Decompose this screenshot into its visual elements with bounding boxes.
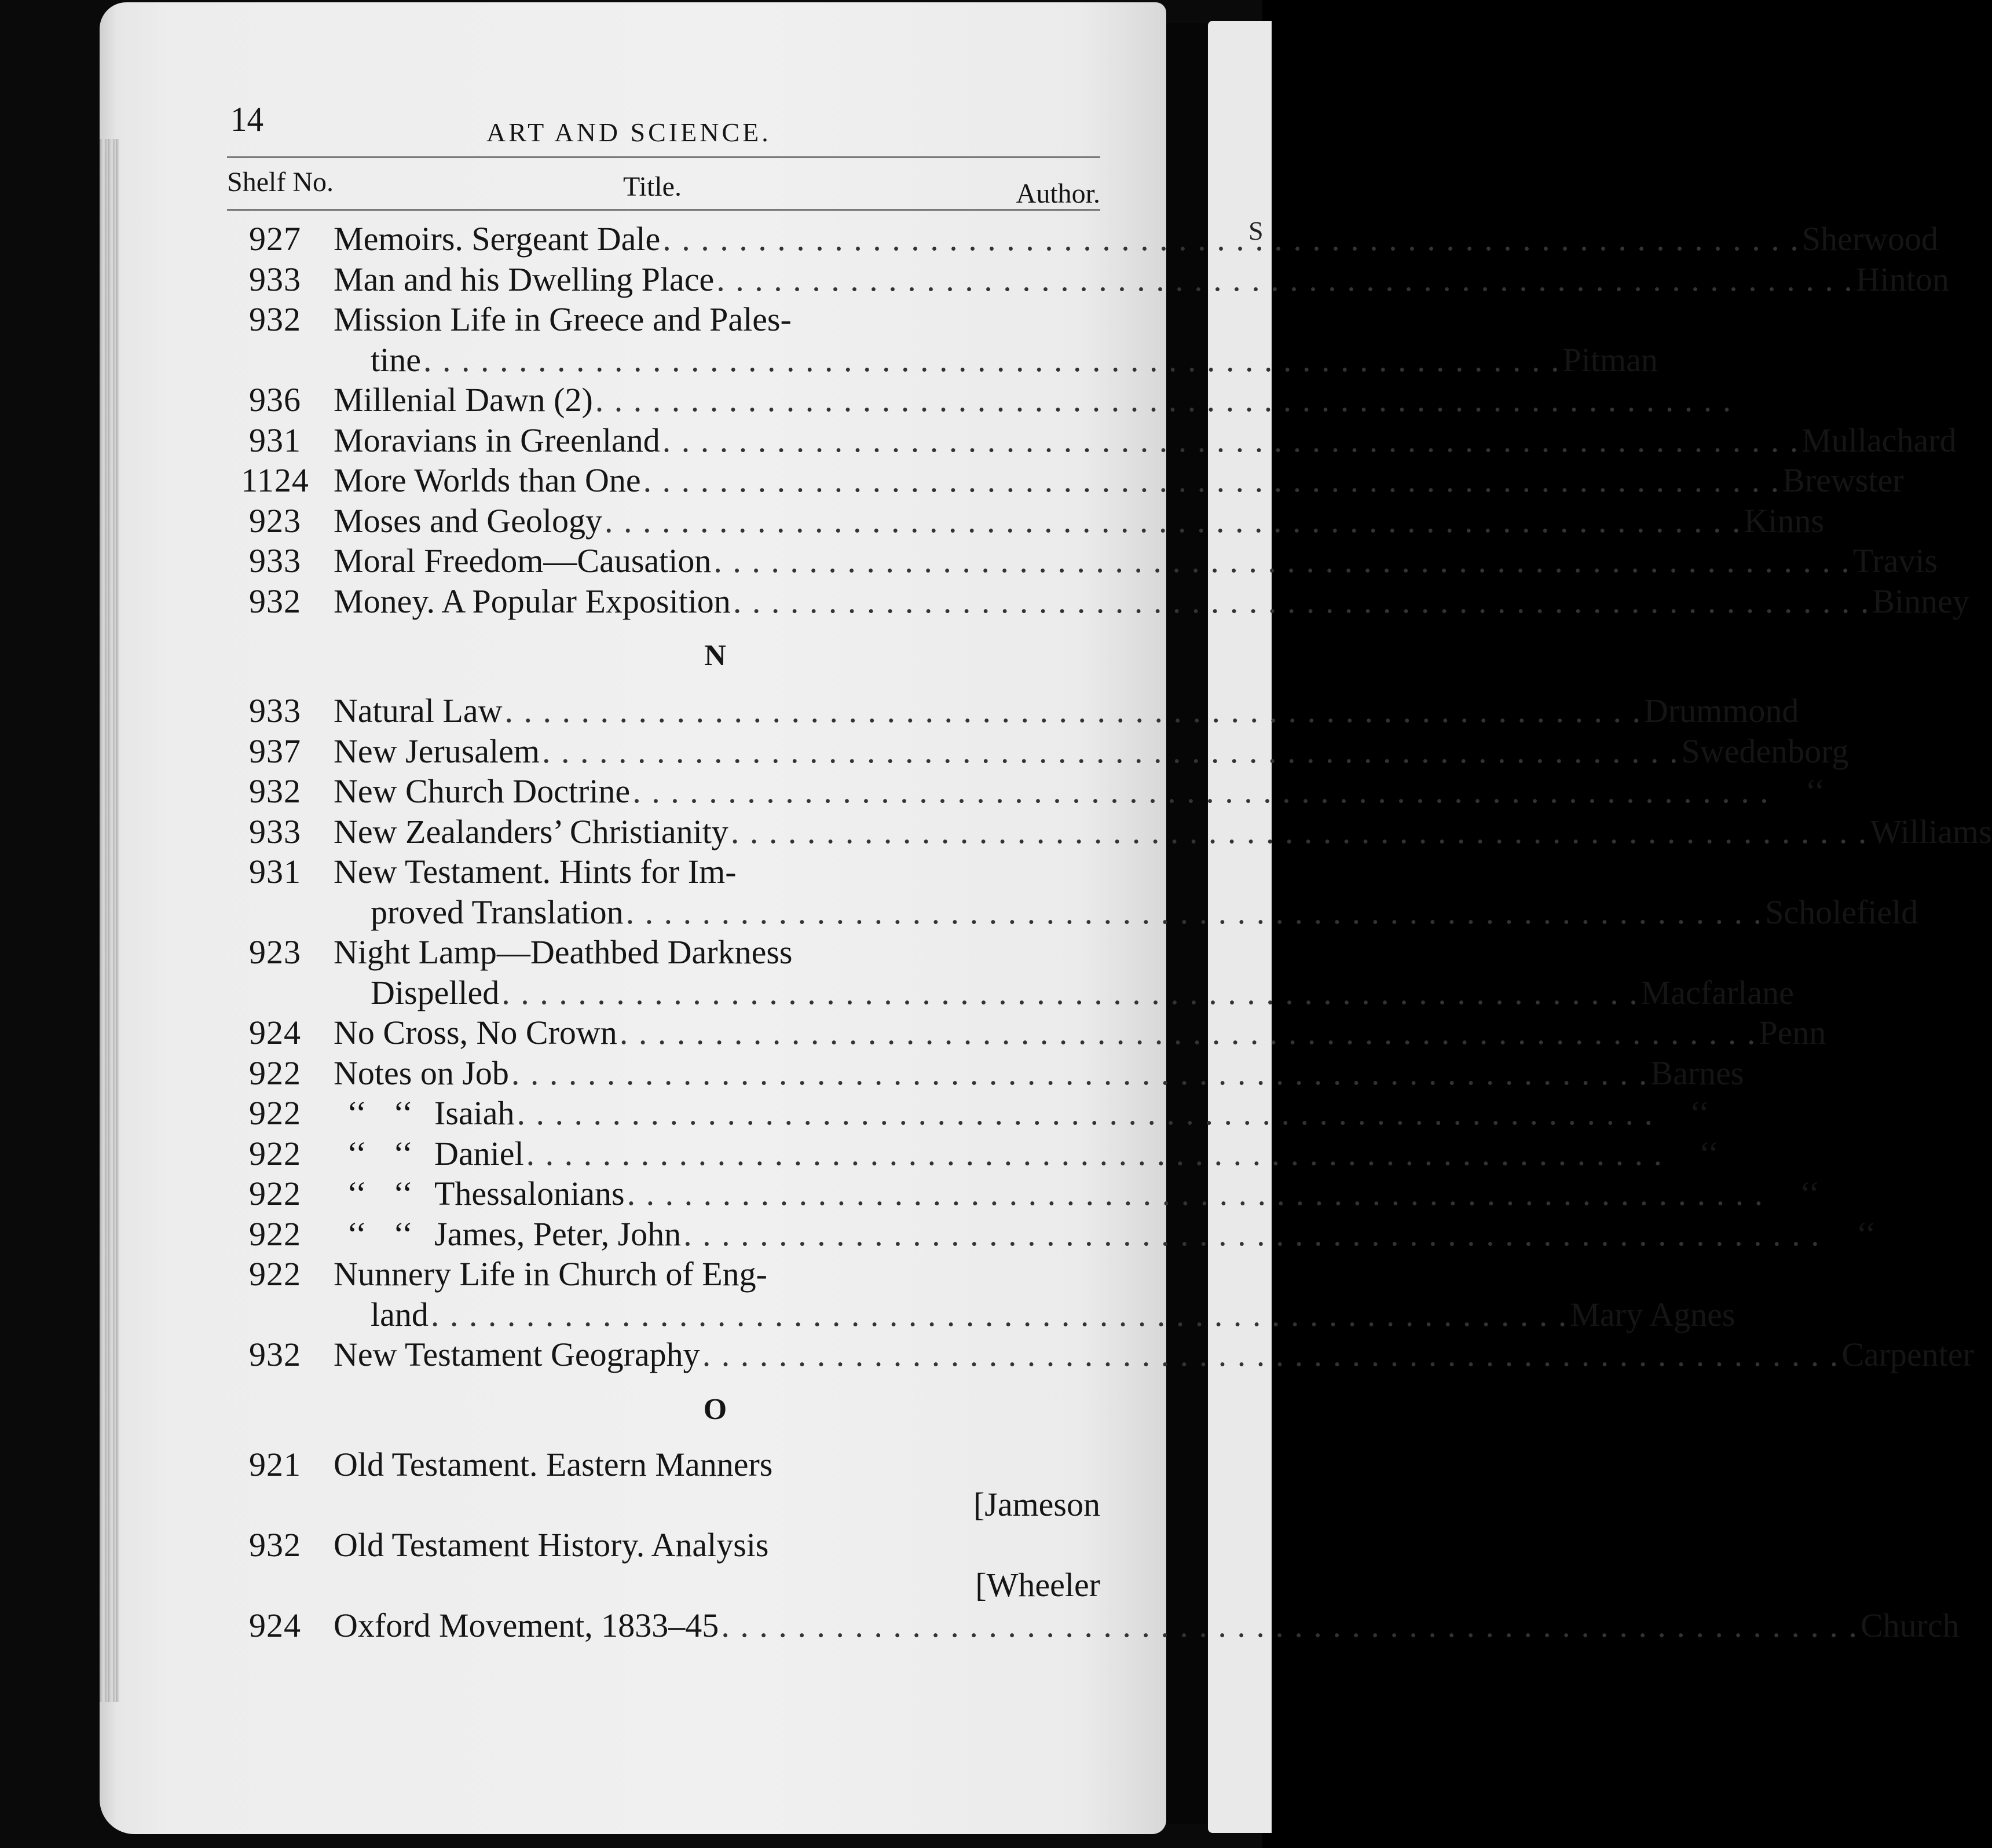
entry-author: Drummond [1643,692,1799,729]
entry-lines [334,1013,1826,1053]
entry-lines [334,1174,1853,1214]
entry-title: Natural Law [334,692,503,729]
catalogue-entry [220,581,1969,622]
entry-title: Moravians in Greenland [334,421,660,459]
leader-dots [627,1174,1764,1214]
shelf-number: 923 [249,933,301,971]
catalogue-entry [220,1525,1100,1605]
entry-line [334,380,1734,420]
entry-title: No Cross, No Crown [334,1014,617,1051]
shelf-number: 933 [249,542,301,580]
catalogue-entry [220,420,1957,461]
entry-author: ‘‘ [1805,772,1825,810]
catalogue-entry [220,1174,1820,1214]
catalogue-entry [220,852,1918,932]
catalogue-entry [220,771,1825,812]
entry-author: Pitman [1562,340,1658,379]
catalogue-entry [220,932,1794,1013]
entry-line [334,299,1658,340]
entry-lines [334,1444,1100,1525]
leader-dots [526,1134,1664,1174]
entry-author: Church [1860,1606,1960,1644]
next-page-letter: S [1248,216,1264,245]
entry-author: Penn [1759,1014,1826,1051]
entry-title: Man and his Dwelling Place [334,260,715,298]
entry-title: Moral Freedom—Causation [334,542,712,580]
catalogue-entry [220,731,1849,772]
catalogue-entry [220,1053,1744,1094]
ditto-mark: ‘‘ [393,1094,413,1132]
entry-line [334,932,1794,973]
entry-author: Travis [1852,542,1938,580]
ditto-mark: ‘‘ [346,1215,367,1253]
entry-title: Moses and Geology [334,501,602,540]
shelf-number: 932 [249,1526,301,1564]
entry-title: Old Testament History. Analysis [334,1526,769,1564]
entry-line [334,1565,1100,1605]
entry-author: Scholefield [1765,893,1918,931]
entry-title: Daniel [434,1134,524,1172]
entry-lines [334,1334,1974,1375]
entry-title: New Testament Geography [334,1336,700,1373]
entry-line [334,771,1859,812]
entry-title: proved Translation [371,893,624,931]
leader-dots [542,731,1679,772]
entry-lines [334,771,1859,812]
entry-author: Sherwood [1801,220,1938,258]
shelf-number: 922 [249,1255,301,1293]
shelf-number: 1124 [241,461,309,499]
shelf-number: 922 [249,1134,301,1172]
entry-lines [334,1605,1960,1646]
entry-line [334,852,1918,892]
leader-dots [716,259,1854,300]
shelf-number: 932 [249,582,301,620]
entry-line [334,812,1992,852]
shelf-number: 936 [249,381,301,419]
leader-dots [713,541,1851,581]
entry-title: New Jerusalem [334,732,540,770]
entry-lines [334,852,1918,932]
catalogue-entry [220,1134,1719,1174]
entry-author: Barnes [1650,1054,1744,1092]
entry-author: Brewster [1782,461,1904,499]
leader-dots [626,892,1763,933]
shelf-number: 921 [249,1445,301,1483]
catalogue-entry [220,1013,1826,1053]
catalogue-entry [220,1605,1960,1646]
shelf-number: 923 [249,501,301,540]
ditto-mark: ‘‘ [393,1215,413,1253]
entry-line [334,420,1957,461]
entry-author: [Wheeler [975,1566,1100,1604]
entry-title: Isaiah [434,1094,515,1132]
running-head [220,87,1100,156]
entry-line [334,340,1658,380]
entry-line [334,1013,1826,1053]
entry-lines [334,460,1904,501]
leader-dots [501,973,1639,1013]
entry-author: Macfarlane [1641,973,1794,1011]
leader-dots [632,771,1770,812]
entry-line [334,1444,1100,1485]
entry-lines [334,299,1658,380]
column-header-author: Author. [1016,178,1100,209]
entry-title: Dispelled [371,973,500,1011]
entry-lines [334,1214,1910,1255]
leader-dots [733,581,1870,622]
entry-lines [334,581,1969,622]
entry-line [334,691,1799,731]
catalogue-entry [220,219,1938,259]
entry-line [334,1484,1100,1525]
entry-author: Binney [1872,582,1969,620]
entry-lines [334,541,1938,581]
section-letter-heading: O [703,1392,727,1426]
page-edge-gutter [100,139,119,1702]
entry-lines [334,259,1949,300]
ditto-mark: ‘‘ [393,1175,413,1212]
entry-title: More Worlds than One [334,461,641,499]
leader-dots [504,691,1642,731]
entry-title: tine [371,340,421,379]
entry-line [334,1525,1100,1565]
leader-dots [731,812,1868,852]
entry-lines [334,1053,1744,1094]
catalogue-entry [220,1254,1735,1334]
entry-line [334,1214,1910,1255]
leader-dots [721,1605,1858,1646]
entry-line [334,1254,1735,1295]
catalogue-entry [220,1093,1710,1134]
column-headers [220,158,1100,209]
entry-title: Nunnery Life in Church of Eng- [334,1255,767,1293]
leader-dots [605,501,1742,541]
shelf-number: 937 [249,732,301,770]
catalogue-entry [220,812,1992,852]
page-number: 14 [230,100,263,138]
entry-lines [334,932,1794,1013]
entry-author: Hinton [1855,260,1949,298]
shelf-number: 922 [249,1175,301,1212]
leader-dots [431,1295,1568,1335]
entry-line [334,259,1949,300]
entry-line [334,1053,1744,1094]
catalogue-entry [220,1444,1100,1525]
ditto-mark: ‘‘ [346,1134,367,1172]
shelf-number: 922 [249,1094,301,1132]
leader-dots [620,1013,1757,1053]
entry-lines [334,1093,1743,1134]
section-letter-heading: N [704,639,726,672]
entry-line [334,501,1824,541]
entry-line [334,541,1938,581]
shelf-number: 933 [249,260,301,298]
entry-title: New Zealanders’ Christianity [334,812,728,850]
shelf-number: 932 [249,1336,301,1373]
ditto-mark: ‘‘ [346,1094,367,1132]
entry-line [334,460,1904,501]
header-rule [227,209,1100,211]
entry-line [334,892,1918,933]
shelf-number: 931 [249,853,301,890]
entry-lines [334,501,1824,541]
entry-line [334,973,1794,1013]
catalogue-entry [220,380,1100,420]
catalogue-entry [220,501,1825,541]
entry-lines [334,812,1992,852]
leader-dots [595,380,1733,420]
entry-title: Thessalonians [434,1175,625,1212]
shelf-number: 932 [249,772,301,810]
entry-lines [334,691,1799,731]
leader-dots [662,420,1800,461]
entry-author: ‘‘ [1856,1215,1876,1253]
section-title: ART AND SCIENCE. [486,118,771,147]
entry-author: Carpenter [1841,1336,1974,1373]
entry-title: Notes on Job [334,1054,509,1092]
entry-title: Oxford Movement, 1833–45 [334,1606,719,1644]
entry-title: James, Peter, John [434,1215,682,1253]
catalogue-entry [220,1334,1974,1375]
entry-line [334,581,1969,622]
entry-lines [334,1254,1735,1334]
column-header-shelf: Shelf No. [227,167,334,197]
catalogue-entry [220,541,1938,581]
entry-title: land [371,1295,429,1333]
entry-line [334,731,1848,772]
ditto-mark: ‘‘ [393,1134,413,1172]
shelf-number: 932 [249,300,301,338]
entry-line [334,1605,1960,1646]
leader-dots [683,1214,1821,1255]
entry-lines [334,420,1957,461]
page-content [220,87,1992,1645]
entry-lines [334,380,1734,420]
leader-dots [662,219,1800,259]
catalogue-entry [220,1214,1876,1255]
leader-dots [423,340,1561,380]
leader-dots [511,1053,1649,1094]
catalogue-entry [220,259,1949,300]
entry-title: Old Testament. Eastern Manners [334,1445,773,1483]
catalogue-entry [220,691,1799,731]
catalogue-entries [220,219,1992,1645]
catalogue-entry [220,299,1658,380]
entry-line [334,1174,1853,1214]
shelf-number: 927 [249,220,301,258]
shelf-number: 924 [249,1606,301,1644]
entry-line [334,1134,1752,1174]
shelf-number: 922 [249,1215,301,1253]
entry-title: Mission Life in Greece and Pales- [334,300,792,338]
entry-author: Swedenborg [1681,732,1849,770]
entry-author: ‘‘ [1698,1134,1719,1172]
column-header-title: Title. [623,171,682,202]
entry-author: Mullachard [1801,421,1957,459]
entry-lines [334,1134,1752,1174]
ditto-mark: ‘‘ [346,1175,367,1212]
leader-dots [517,1093,1654,1134]
entry-author: ‘‘ [1689,1094,1710,1132]
entry-title: New Church Doctrine [334,772,631,810]
entry-author: Mary Agnes [1570,1295,1735,1333]
catalogue-entry [220,460,1904,501]
entry-title: New Testament. Hints for Im- [334,853,737,890]
leader-dots [702,1334,1840,1375]
shelf-number: 922 [249,1054,301,1092]
entry-author: Williams [1870,812,1992,850]
entry-lines [334,731,1848,772]
entry-lines [334,1525,1100,1605]
entry-line [334,219,1938,259]
entry-line [334,1295,1735,1335]
entry-title: Money. A Popular Exposition [334,582,731,620]
entry-line [334,1093,1743,1134]
leader-dots [643,460,1781,501]
entry-title: Night Lamp—Deathbed Darkness [334,933,793,971]
entry-line [334,1334,1974,1375]
entry-author: ‘‘ [1799,1175,1820,1212]
shelf-number: 933 [249,812,301,850]
entry-lines [334,219,1938,259]
entry-title: Millenial Dawn (2) [334,381,593,419]
entry-author: [Jameson [973,1486,1100,1523]
shelf-number: 924 [249,1014,301,1051]
shelf-number: 933 [249,692,301,729]
entry-author: Kinns [1744,501,1825,540]
shelf-number: 931 [249,421,301,459]
entry-title: Memoirs. Sergeant Dale [334,220,661,258]
